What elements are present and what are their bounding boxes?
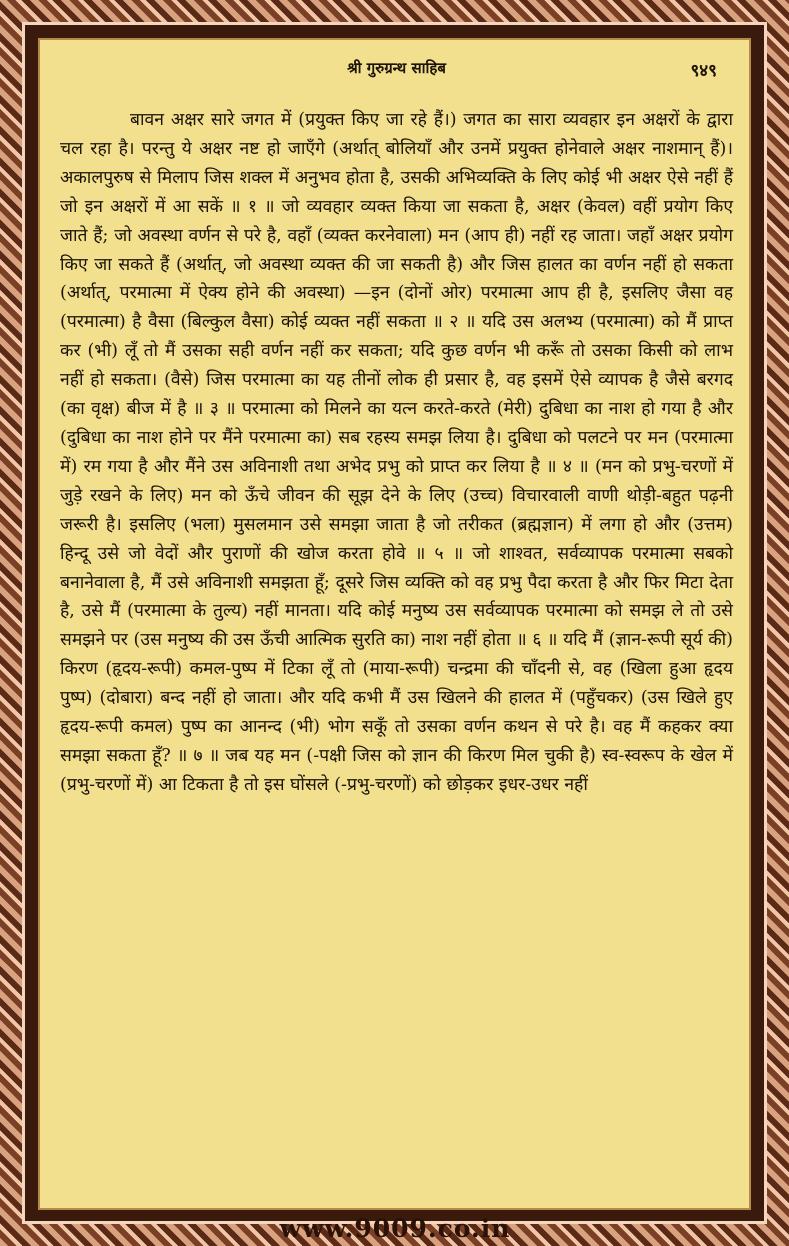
book-page <box>38 38 751 1210</box>
footer-url: www.9009.co.in <box>279 1214 511 1243</box>
footer-watermark <box>190 1212 600 1246</box>
body-paragraph: बावन अक्षर सारे जगत में (प्रयुक्त किए जा रहे हैं।) जगत का सारा व्यवहार इन अक्षरों के द्वारा चल रहा है। परन्तु ये अक्षर नष्ट हो जाएँगे (अर्थात् बोलियाँ और उनमें प्रयुक्त होनेवाले अक्षर नाशमान् हैं)। अकालपुरुष से मिलाप जिस शक्ल में अनुभव होता है, उसकी अभिव्यक्ति के लिए कोई भी अक्षर ऐसे नहीं हैं जो इन अक्षरों में आ सकें ॥ १ ॥ जो व्यवहार व्यक्त किया जा सकता है, अक्षर (केवल) वहीं प्रयोग किए जाते हैं; जो अवस्था वर्णन से परे है, वहाँ (व्यक्त करनेवाला) मन (आप ही) नहीं रह जाता। जहाँ अक्षर प्रयोग किए जा सकते हैं (अर्थात्, जो अवस्था व्यक्त की जा सकती है) और जिस हालत का वर्णन नहीं हो सकता (अर्थात्, परमात्मा में ऐक्य होने की अवस्था) —इन (दोनों ओर) परमात्मा आप ही है, इसलिए जैसा वह (परमात्मा) है वैसा (बिल्कुल वैसा) कोई व्यक्त नहीं सकता ॥ २ ॥ यदि उस अलभ्य (परमात्मा) को मैं प्राप्त कर (भी) लूँ तो मैं उसका सही वर्णन नहीं कर सकता; यदि कुछ वर्णन भी करूँ तो उसका किसी को लाभ नहीं हो सकता। (वैसे) जिस परमात्मा का यह तीनों लोक ही प्रसार है, वह इसमें ऐसे व्यापक है जैसे बरगद (का वृक्ष) बीज में है ॥ ३ ॥ परमात्मा को मिलने का यत्न करते-करते (मेरी) दुबिधा का नाश हो गया है और (दुबिधा का नाश होने पर मैंने परमात्मा का) सब रहस्य समझ लिया है। दुबिधा को पलटने पर मन (परमात्मा में) रम गया है और मैंने उस अविनाशी तथा अभेद प्रभु को प्राप्त कर लिया है ॥ ४ ॥ (मन को प्रभु-चरणों में जुड़े रखने के लिए) मन को ऊँचे जीवन की सूझ देने के लिए (उच्च) विचारवाली वाणी थोड़ी-बहुत पढ़नी जरूरी है। इसलिए (भला) मुसलमान उसे समझा जाता है जो तरीकत (ब्रह्मज्ञान) में लगा हो और (उत्तम) हिन्दू उसे जो वेदों और पुराणों की खोज करता होवे ॥ ५ ॥ जो शाश्वत, सर्वव्यापक परमात्मा सबको बनानेवाला है, मैं उसे अविनाशी समझता हूँ; दूसरे जिस व्यक्ति को वह प्रभु पैदा करता है और फिर मिटा देता है, उसे मैं (परमात्मा के तुल्य) नहीं मानता। यदि कोई मनुष्य उस सर्वव्यापक परमात्मा को समझ ले तो उसे समझने पर (उस मनुष्य की उस ऊँची आत्मिक सुरति का) नाश नहीं होता ॥ ६ ॥ यदि मैं (ज्ञान-रूपी सूर्य की) किरण (हृदय-रूपी) कमल-पुष्प में टिका लूँ तो (माया-रूपी) चन्द्रमा की चाँदनी से, वह (खिला हुआ हृदय पुष्प) (दोबारा) बन्द नहीं हो जाता। और यदि कभी मैं उस खिलने की हालत में (पहुँचकर) (उस खिले हुए हृदय-रूपी कमल) पुष्प का आनन्द (भी) भोग सकूँ तो उसका वर्णन कथन से परे है। वह मैं कहकर क्या समझा सकता हूँ? ॥ ७ ॥ जब यह मन (-पक्षी जिस को ज्ञान की किरण मिल चुकी है) स्व-स्वरूप के खेल में (प्रभु-चरणों में) आ टिकता है तो इस घोंसले (-प्रभु-चरणों) को छोड़कर इधर-उधर नहीं <box>60 110 733 795</box>
body-text <box>60 106 733 800</box>
running-head <box>40 58 753 84</box>
page-number: ९४९ <box>690 61 717 81</box>
running-head-title: श्री गुरुग्रन्थ साहिब <box>347 59 446 77</box>
